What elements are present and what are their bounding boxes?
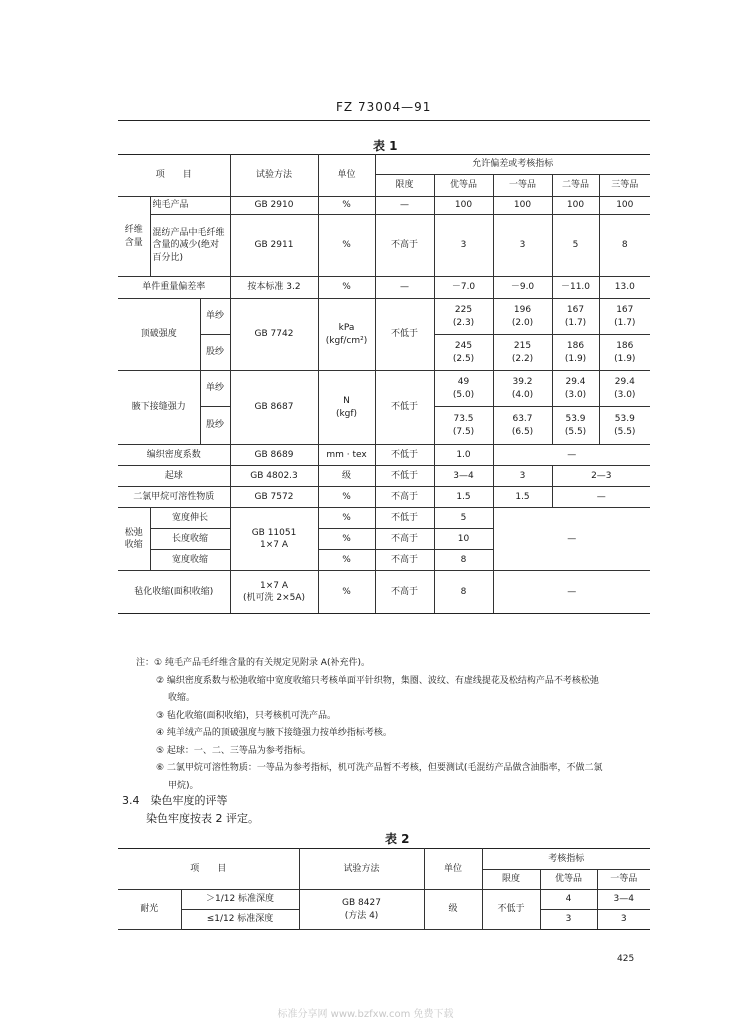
t1-pilling-limit: 不低于	[375, 466, 434, 487]
note-line: ② 编织密度系数与松弛收缩中宽度收缩只考核单面平针织物，集圈、波纹、有虚线提花及松结构产品不考核松弛	[156, 675, 599, 686]
t1-burst-ply-g3: 186 (1.9)	[552, 335, 599, 371]
t1-seam-single-g4: 29.4 (3.0)	[599, 371, 650, 407]
t2-header-method: 试验方法	[299, 849, 424, 890]
t1-pilling-item: 起球	[118, 466, 230, 487]
table1	[118, 154, 650, 614]
t1-fiber-blend-method: GB 2911	[230, 215, 318, 277]
t1-burst-unit: kPa (kgf/cm²)	[318, 299, 375, 371]
t1-felting-item: 毡化收缩(面积收缩)	[118, 571, 230, 614]
t1-dcm-g34: —	[552, 487, 650, 508]
page-number: 425	[617, 954, 635, 964]
t1-fiber-label: 纤维 含量	[118, 197, 150, 277]
section-body: 染色牢度按表 2 评定。	[146, 812, 259, 825]
t1-header-grade4: 三等品	[599, 175, 650, 197]
t1-dcm-method: GB 7572	[230, 487, 318, 508]
t1-header-grade2: 一等品	[493, 175, 552, 197]
t1-fiber-blend-g4: 8	[599, 215, 650, 277]
t1-burst-ply-g1: 245 (2.5)	[434, 335, 493, 371]
watermark: 标准分享网 www.bzfxw.com 免费下载	[277, 1009, 454, 1020]
standard-number: FZ 73004—91	[336, 100, 432, 114]
t1-fiber-blend-limit: 不高于	[375, 215, 434, 277]
t1-burst-limit: 不低于	[375, 299, 434, 371]
t1-weight-method: 按本标准 3.2	[230, 277, 318, 299]
t1-seam-ply-g1: 73.5 (7.5)	[434, 407, 493, 445]
t1-burst-sub-single: 单纱	[200, 299, 230, 335]
note-line: 甲烷)。	[168, 780, 199, 791]
t1-fiber-pure-g1: 100	[434, 197, 493, 215]
note-line: 注：① 纯毛产品毛纤维含量的有关规定见附录 A(补充件)。	[136, 658, 370, 668]
t1-seam-single-g3: 29.4 (3.0)	[552, 371, 599, 407]
t1-seam-ply-g2: 63.7 (6.5)	[493, 407, 552, 445]
t1-seam-single-g1: 49 (5.0)	[434, 371, 493, 407]
t1-density-limit: 不低于	[375, 445, 434, 466]
t1-felting-limit: 不高于	[375, 571, 434, 614]
t2-header-limit: 限度	[482, 870, 540, 890]
t1-burst-label: 顶破强度	[118, 299, 200, 371]
table2	[118, 848, 650, 930]
t1-felting-method: 1×7 A (机可洗 2×5A)	[230, 571, 318, 614]
t1-burst-method: GB 7742	[230, 299, 318, 371]
t1-dcm-unit: %	[318, 487, 375, 508]
t1-dcm-limit: 不高于	[375, 487, 434, 508]
t1-seam-single-g2: 39.2 (4.0)	[493, 371, 552, 407]
t1-relax-width-ext-limit: 不低于	[375, 508, 434, 529]
t2-above-g1: 4	[540, 890, 597, 910]
t1-relax-length-shr: 长度收缩	[150, 529, 230, 550]
t1-header-grade1: 优等品	[434, 175, 493, 197]
t1-density-item: 编织密度系数	[118, 445, 230, 466]
t2-header-grade1: 优等品	[540, 870, 597, 890]
t1-relax-width-shr-limit: 不高于	[375, 550, 434, 571]
t1-dcm-g1: 1.5	[434, 487, 493, 508]
t1-weight-g3: －11.0	[552, 277, 599, 299]
header-rule	[118, 120, 650, 121]
t2-depth-below: ≤1/12 标准深度	[181, 910, 299, 930]
t1-fiber-blend-g3: 5	[552, 215, 599, 277]
t1-pilling-unit: 级	[318, 466, 375, 487]
t1-pilling-g34: 2—3	[552, 466, 650, 487]
t2-limit: 不低于	[482, 890, 540, 930]
t1-fiber-pure: 纯毛产品	[150, 197, 230, 215]
t2-lightfast-label: 耐光	[118, 890, 181, 930]
t1-relax-method: GB 11051 1×7 A	[230, 508, 318, 571]
t1-density-g1: 1.0	[434, 445, 493, 466]
t1-fiber-blend-g1: 3	[434, 215, 493, 277]
t1-weight-g4: 13.0	[599, 277, 650, 299]
t1-weight-g1: －7.0	[434, 277, 493, 299]
t1-seam-sub-single: 单纱	[200, 371, 230, 407]
t1-felting-g1: 8	[434, 571, 493, 614]
t1-seam-unit: N (kgf)	[318, 371, 375, 445]
t1-relax-rest: —	[493, 508, 650, 571]
t2-below-g1: 3	[540, 910, 597, 930]
t1-dcm-g2: 1.5	[493, 487, 552, 508]
t1-fiber-pure-limit: —	[375, 197, 434, 215]
note-line: ④ 纯羊绒产品的顶破强度与腋下接缝强力按单纱指标考核。	[156, 728, 392, 738]
t1-dcm-item: 二氯甲烷可溶性物质	[118, 487, 230, 508]
t2-header-group: 考核指标	[482, 849, 650, 870]
t1-burst-single-g4: 167 (1.7)	[599, 299, 650, 335]
note-line: 收缩。	[168, 693, 196, 703]
t1-header-group: 允许偏差或考核指标	[375, 155, 650, 175]
note-line: ③ 毡化收缩(面积收缩)，只考核机可洗产品。	[156, 710, 336, 721]
t1-relax-width-ext: 宽度伸长	[150, 508, 230, 529]
t1-fiber-blend: 混纺产品中毛纤维含量的减少(绝对百分比)	[150, 215, 230, 277]
t1-relax-width-shr-unit: %	[318, 550, 375, 571]
t1-fiber-pure-g2: 100	[493, 197, 552, 215]
t1-density-rest: —	[493, 445, 650, 466]
t1-fiber-blend-unit: %	[318, 215, 375, 277]
t1-fiber-pure-g3: 100	[552, 197, 599, 215]
t1-fiber-blend-g2: 3	[493, 215, 552, 277]
note-line: ⑤ 起球：一、二、三等品为参考指标。	[156, 745, 311, 756]
t1-seam-method: GB 8687	[230, 371, 318, 445]
t1-seam-label: 腋下接缝强力	[118, 371, 200, 445]
t1-weight-item: 单件重量偏差率	[118, 277, 230, 299]
t1-burst-single-g1: 225 (2.3)	[434, 299, 493, 335]
t1-header-unit: 单位	[318, 155, 375, 197]
t1-seam-ply-g3: 53.9 (5.5)	[552, 407, 599, 445]
t1-header-method: 试验方法	[230, 155, 318, 197]
t1-pilling-method: GB 4802.3	[230, 466, 318, 487]
t1-relax-width-ext-g1: 5	[434, 508, 493, 529]
t1-burst-sub-ply: 股纱	[200, 335, 230, 371]
section-heading: 3.4 染色牢度的评等	[122, 794, 228, 807]
t1-burst-ply-g4: 186 (1.9)	[599, 335, 650, 371]
t1-felting-rest: —	[493, 571, 650, 614]
t1-header-item: 项 目	[118, 155, 230, 197]
note-line: ⑥ 二氯甲烷可溶性物质：一等品为参考指标，机可洗产品暂不考核，但要测试(毛混纺产品做含油脂率，不做二氯	[156, 763, 603, 773]
t2-unit: 级	[424, 890, 482, 930]
t1-relax-length-shr-limit: 不高于	[375, 529, 434, 550]
t1-fiber-pure-g4: 100	[599, 197, 650, 215]
t1-relax-label: 松弛 收缩	[118, 508, 150, 571]
t1-pilling-g2: 3	[493, 466, 552, 487]
t1-header-grade3: 二等品	[552, 175, 599, 197]
t1-relax-length-shr-unit: %	[318, 529, 375, 550]
t2-header-grade2: 一等品	[597, 870, 650, 890]
table2-caption: 表 2	[385, 832, 410, 846]
t2-method: GB 8427 (方法 4)	[299, 890, 424, 930]
t1-header-limit: 限度	[375, 175, 434, 197]
t1-relax-width-ext-unit: %	[318, 508, 375, 529]
t1-weight-g2: －9.0	[493, 277, 552, 299]
t1-relax-length-shr-g1: 10	[434, 529, 493, 550]
t1-seam-limit: 不低于	[375, 371, 434, 445]
t1-burst-single-g3: 167 (1.7)	[552, 299, 599, 335]
t1-weight-unit: %	[318, 277, 375, 299]
t1-burst-single-g2: 196 (2.0)	[493, 299, 552, 335]
t1-relax-width-shr-g1: 8	[434, 550, 493, 571]
t1-density-unit: mm · tex	[318, 445, 375, 466]
t2-depth-above: ＞1/12 标准深度	[181, 890, 299, 910]
t2-header-item: 项 目	[118, 849, 299, 890]
t1-pilling-g1: 3—4	[434, 466, 493, 487]
t1-density-method: GB 8689	[230, 445, 318, 466]
t1-seam-ply-g4: 53.9 (5.5)	[599, 407, 650, 445]
table1-caption: 表 1	[373, 139, 398, 153]
table1-notes	[136, 655, 656, 795]
t1-seam-sub-ply: 股纱	[200, 407, 230, 445]
t2-header-unit: 单位	[424, 849, 482, 890]
t1-fiber-pure-method: GB 2910	[230, 197, 318, 215]
t2-below-g2: 3	[597, 910, 650, 930]
t1-burst-ply-g2: 215 (2.2)	[493, 335, 552, 371]
t1-weight-limit: —	[375, 277, 434, 299]
t1-relax-width-shr: 宽度收缩	[150, 550, 230, 571]
t1-fiber-pure-unit: %	[318, 197, 375, 215]
t1-felting-unit: %	[318, 571, 375, 614]
t2-above-g2: 3—4	[597, 890, 650, 910]
